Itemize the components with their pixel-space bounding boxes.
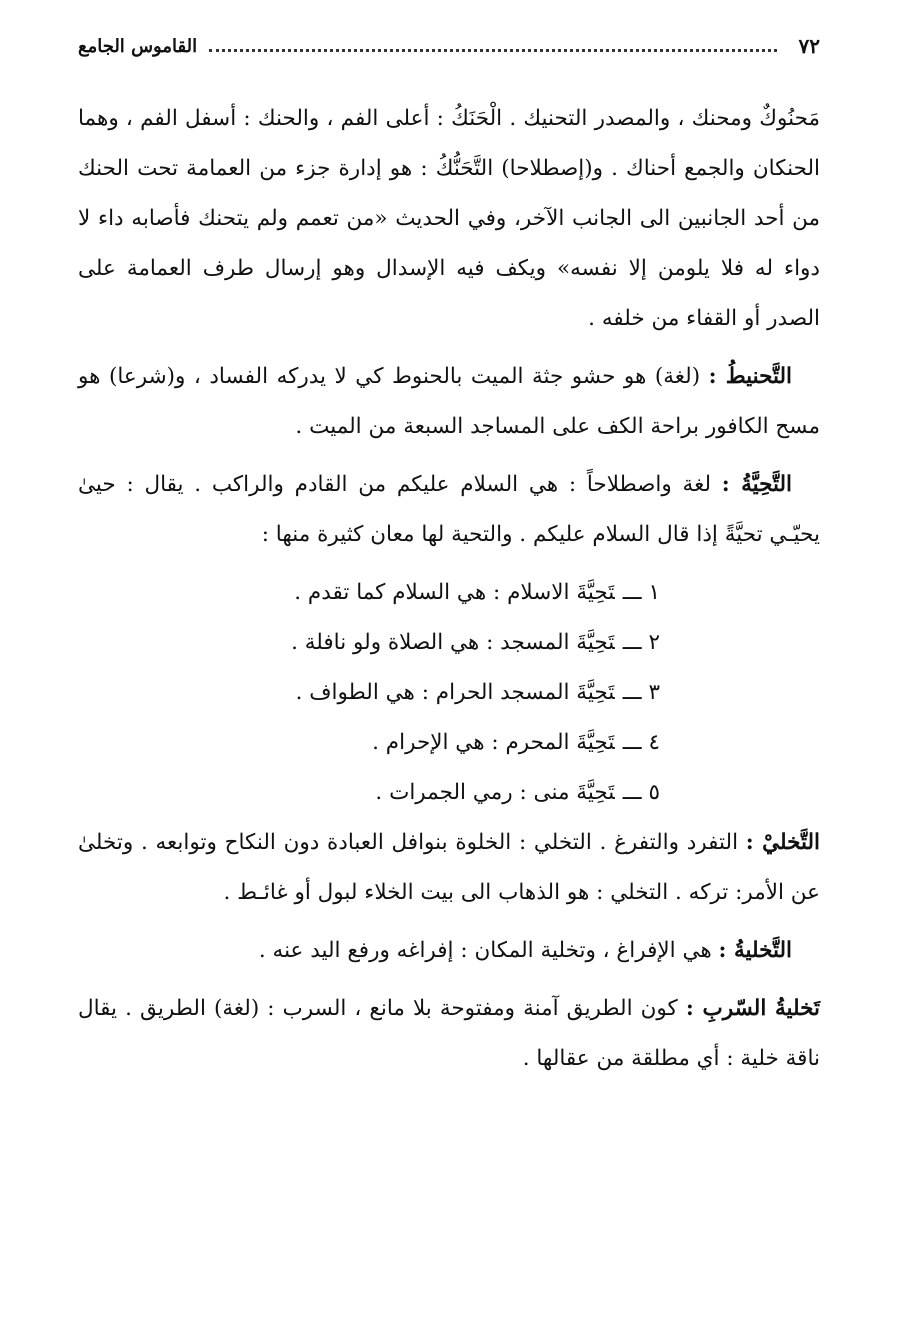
running-title: القاموس الجامع [78, 35, 198, 57]
header-dotted-leader [209, 49, 776, 52]
entry-paragraph [78, 94, 820, 344]
list-item [78, 568, 660, 618]
page-number: ٧٢ [798, 34, 820, 58]
entry-text: التفرد والتفرغ . التخلي : الخلوة بنوافل العبادة دون النكاح وتوابعه . وتخلىٰ عن الأمر: تركه . التخلي : هو الذهاب الى بيت الخلاء لبول أو غائـط . [78, 830, 820, 905]
entry-paragraph [78, 926, 820, 976]
list-item [78, 718, 660, 768]
page-body [78, 94, 820, 1092]
entry-paragraph [78, 818, 820, 918]
list-item-number: ١ ـــ [622, 580, 660, 605]
list-item-number: ٣ ـــ [622, 680, 660, 705]
list-item-text: تَحِيَّةَ المسجد الحرام : هي الطواف . [295, 680, 615, 705]
entry-paragraph [78, 460, 820, 560]
entry-term: التَّحنيطُ : [708, 364, 792, 389]
list-item-number: ٢ ـــ [622, 630, 660, 655]
entry-text: هي الإفراغ ، وتخلية المكان : إفراغه ورفع اليد عنه . [258, 938, 719, 963]
entry-term: التَّخليْ : [745, 830, 821, 855]
entry-text: كون الطريق آمنة ومفتوحة بلا مانع ، السرب : (لغة) الطريق . يقال ناقة خلية : أي مطلقة من عقالها . [78, 996, 820, 1071]
list-item [78, 668, 660, 718]
entry-paragraph [78, 352, 820, 452]
list-item-number: ٤ ـــ [622, 730, 660, 755]
book-page [78, 28, 820, 1298]
list-item [78, 768, 660, 818]
tahiyya-list [78, 568, 820, 818]
list-item-text: تَحِيَّةَ الاسلام : هي السلام كما تقدم . [294, 580, 615, 605]
entry-text: لغة واصطلاحاً : هي السلام عليكم من القادم والراكب . يقال : حيىٰ يحيّـي تحيَّةً إذا قال السلام عليكم . والتحية لها معان كثيرة منها : [78, 472, 820, 547]
entry-paragraph [78, 984, 820, 1084]
entry-text: مَحنُوكٌ ومحنك ، والمصدر التحنيك . الْحَنَكُ : أعلى الفم ، والحنك : أسفل الفم ، وهما الحنكان والجمع أحناك . و(إصطلاحا) التَّحَنُّكُ : هو إدارة جزء من العمامة تحت الحنك من أحد الجانبين الى الجانب الآخر، وفي الحديث «من تعمم ولم يتحنك فأصابه داء لا دواء له فلا يلومن إلا نفسه» ويكف فيه الإسدال وهو إرسال طرف العمامة على الصدر أو القفاء من خلفه . [78, 106, 820, 331]
list-item [78, 618, 660, 668]
entry-term: تَخليةُ السّربِ : [685, 996, 820, 1021]
entry-term: التَّحِيَّةُ : [721, 472, 792, 497]
list-item-text: تَحِيَّةَ المسجد : هي الصلاة ولو نافلة . [291, 630, 615, 655]
entry-term: التَّخليةُ : [718, 938, 792, 963]
list-item-text: تَحِيَّةَ المحرم : هي الإحرام . [372, 730, 615, 755]
list-item-number: ٥ ـــ [622, 780, 660, 805]
entry-text: (لغة) هو حشو جثة الميت بالحنوط كي لا يدركه الفساد ، و(شرعا) هو مسح الكافور براحة الكف على المساجد السبعة من الميت . [78, 364, 820, 439]
list-item-text: تَحِيَّةَ منى : رمي الجمرات . [375, 780, 615, 805]
page-header [78, 28, 820, 64]
